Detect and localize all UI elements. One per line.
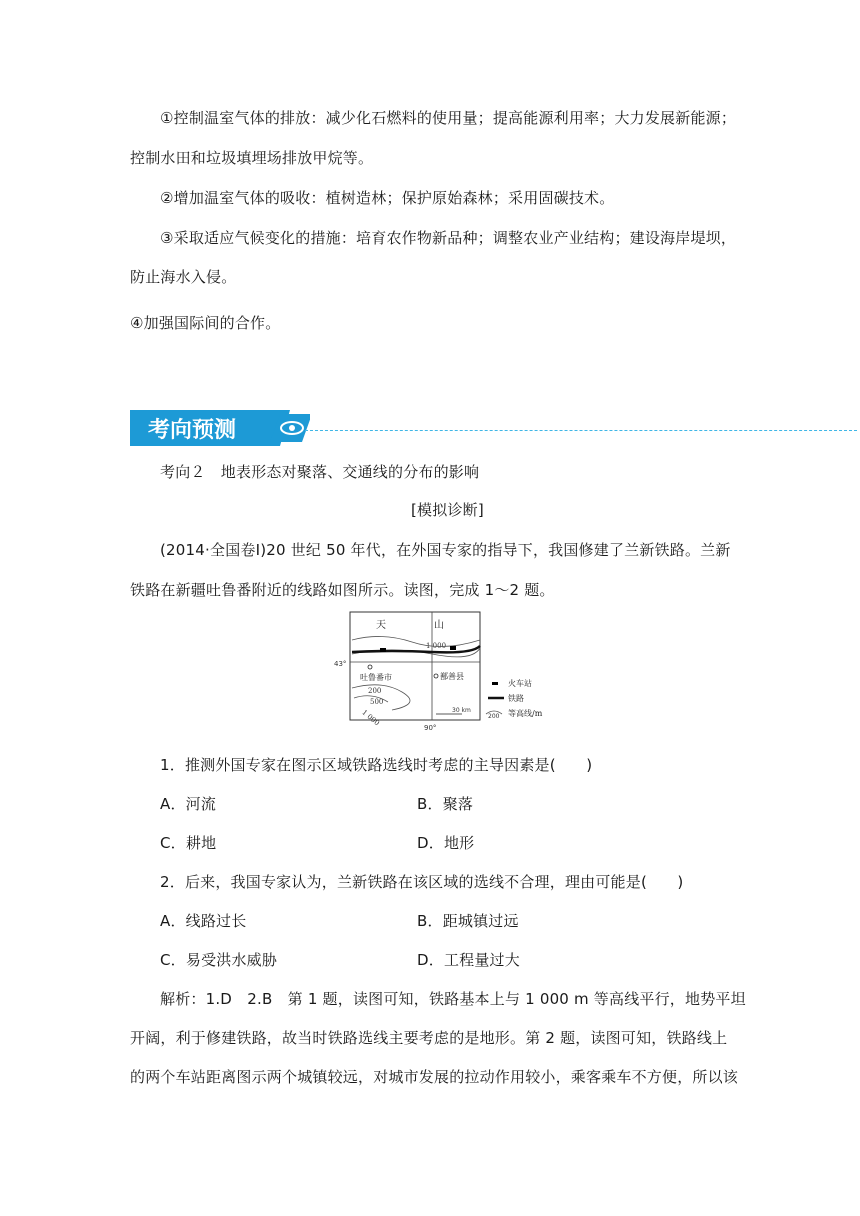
svg-text:200: 200 [368,687,382,695]
svg-text:等高线/m: 等高线/m [508,709,543,718]
svg-text:山: 山 [434,620,444,631]
question-2-stem: 2．后来，我国专家认为，兰新铁路在该区域的选线不合理，理由可能是( ) [160,873,684,891]
question-1-option-c: C．耕地 [160,834,217,852]
question-1-option-a: A．河流 [160,795,217,813]
question-2-option-d: D．工程量过大 [417,951,520,969]
svg-text:90°: 90° [424,724,437,732]
railway-map [332,610,562,734]
banner-divider [305,430,857,431]
measure-3-line-2: 防止海水入侵。 [130,268,237,286]
analysis-line-1: 解析：1.D 2.B 第 1 题，读图可知，铁路基本上与 1 000 m 等高线平行，地势平坦 [160,990,746,1008]
measure-1-line-1: ①控制温室气体的排放：减少化石燃料的使用量；提高能源利用率；大力发展新能源； [160,109,737,127]
banner-title: 考向预测 [148,418,237,443]
question-2-option-a: A．线路过长 [160,912,247,930]
svg-text:鄯善县: 鄯善县 [440,672,464,681]
svg-text:铁路: 铁路 [508,694,524,703]
question-2-option-b: B．距城镇过远 [417,912,519,930]
intro-line-2: 铁路在新疆吐鲁番附近的线路如图所示。读图，完成 1～2 题。 [130,581,555,599]
section-banner [130,410,310,446]
svg-text:1 000: 1 000 [426,642,447,650]
measure-2: ②增加温室气体的吸收：植树造林；保护原始森林；采用固碳技术。 [160,189,615,207]
svg-text:200: 200 [488,713,500,720]
svg-text:1 000: 1 000 [360,708,381,728]
svg-text:30 km: 30 km [452,707,471,714]
svg-text:天: 天 [376,620,386,631]
question-2-option-c: C．易受洪水威胁 [160,951,278,969]
question-1-stem: 1．推测外国专家在图示区域铁路选线时考虑的主导因素是( ) [160,756,593,774]
analysis-line-3: 的两个车站距离图示两个城镇较远，对城市发展的拉动作用较小，乘客乘车不方便，所以该 [130,1068,739,1086]
question-1-option-d: D．地形 [417,834,475,852]
svg-text:43°: 43° [334,660,347,668]
section-subheading: [模拟诊断] [411,501,484,519]
svg-text:吐鲁番市: 吐鲁番市 [360,673,392,682]
intro-line-1: (2014·全国卷Ⅰ)20 世纪 50 年代，在外国专家的指导下，我国修建了兰新铁路。兰新 [160,541,731,559]
measure-1-line-2: 控制水田和垃圾填埋场排放甲烷等。 [130,149,374,167]
svg-text:火车站: 火车站 [508,679,532,688]
section-heading: 考向２ 地表形态对聚落、交通线的分布的影响 [160,463,480,481]
question-1-option-b: B．聚落 [417,795,474,813]
measure-3-line-1: ③采取适应气候变化的措施：培育农作物新品种；调整农业产业结构；建设海岸堤坝， [160,229,737,247]
svg-text:500: 500 [370,698,384,706]
measure-4: ④加强国际间的合作。 [130,314,281,332]
analysis-line-2: 开阔，利于修建铁路，故当时铁路选线主要考虑的是地形。第 2 题，读图可知，铁路线上 [130,1029,728,1047]
